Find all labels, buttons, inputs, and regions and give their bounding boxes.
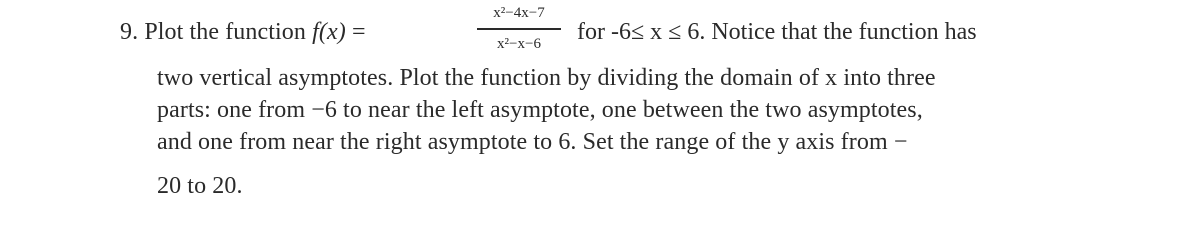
fraction-bar: [477, 28, 561, 30]
function-fraction: [469, 5, 569, 53]
fraction-denominator: x²−x−6: [497, 36, 541, 52]
problem-line-2: two vertical asymptotes. Plot the function by dividing the domain of x into three: [157, 65, 936, 91]
function-name: f(x): [312, 19, 346, 45]
problem-line-3: parts: one from −6 to near the left asymptote, one between the two asymptotes,: [157, 97, 923, 123]
problem-line-4: and one from near the right asymptote to 6. Set the range of the y axis from −: [157, 129, 908, 155]
problem-number: 9.: [120, 19, 139, 45]
fraction-numerator: x²−4x−7: [493, 5, 545, 21]
problem-line-5: 20 to 20.: [157, 173, 243, 199]
domain-text: for -6≤ x ≤ 6. Notice that the function has: [577, 19, 977, 45]
problem-first-line: [120, 17, 366, 47]
equals-sign: =: [351, 19, 366, 45]
problem-lead-text: Plot the function: [144, 19, 306, 45]
